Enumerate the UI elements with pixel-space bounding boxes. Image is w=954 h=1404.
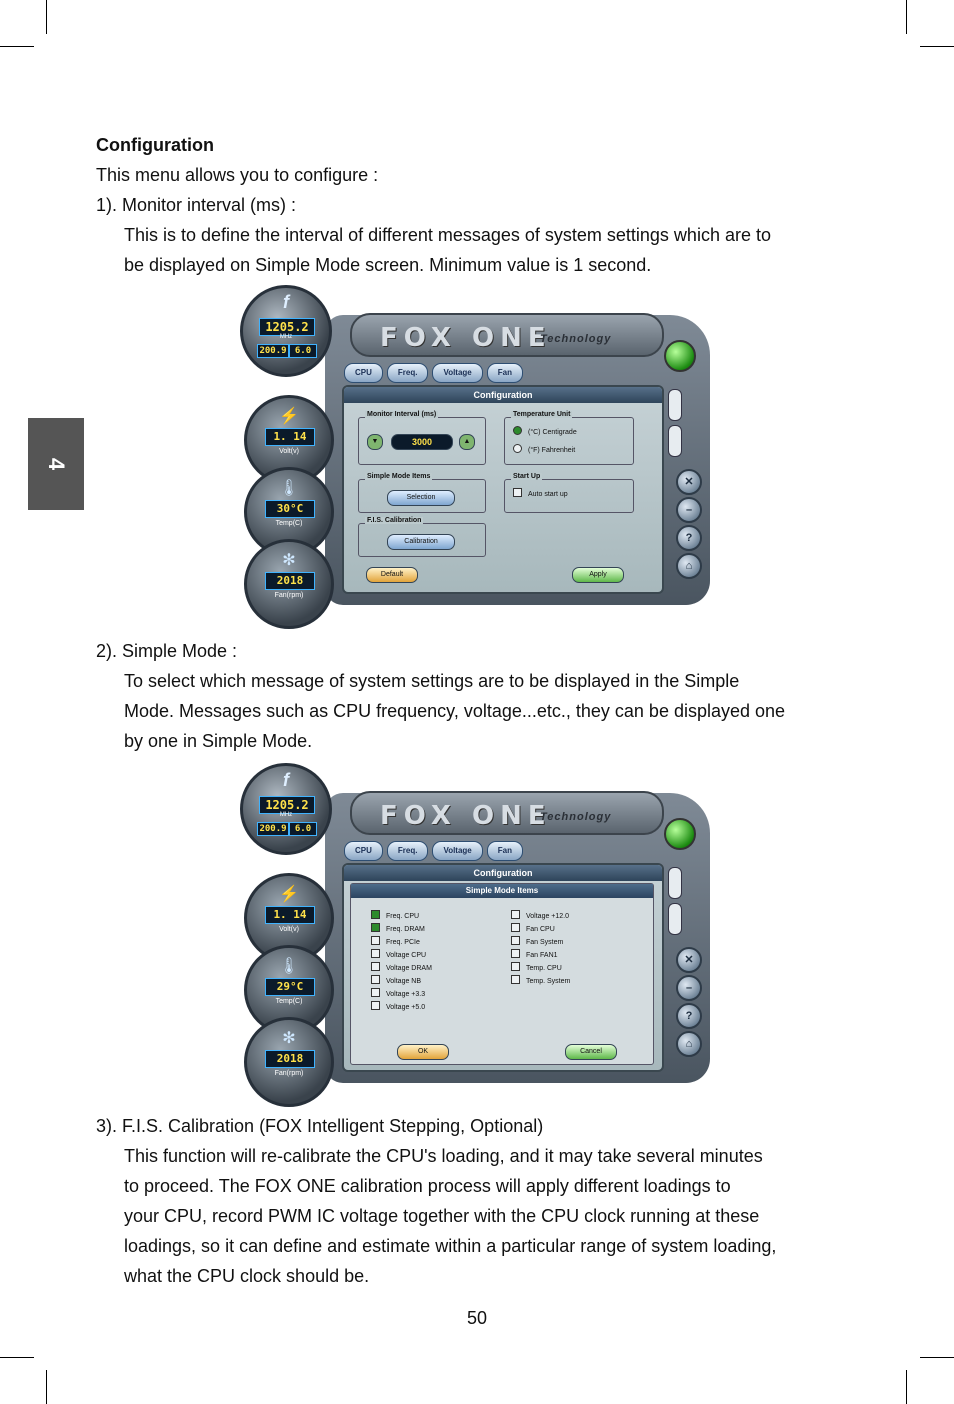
fan-gauge: ✻ 2018 Fan(rpm)	[244, 1017, 334, 1107]
app-tabs	[344, 363, 523, 385]
cancel-button[interactable]: Cancel	[565, 1044, 617, 1060]
lightning-icon: ⚡	[279, 408, 299, 425]
paragraph: by one in Simple Mode.	[124, 731, 313, 751]
paragraph: This is to define the interval of different messages of system settings which are to	[124, 225, 771, 245]
tab-freq[interactable]: Freq.	[387, 363, 429, 383]
checkbox-freq-dram[interactable]: Freq. DRAM	[371, 923, 425, 936]
power-led-button[interactable]	[664, 818, 696, 850]
tab-voltage[interactable]: Voltage	[432, 363, 482, 383]
paragraph: This function will re-calibrate the CPU's loading, and it may take several minutes	[124, 1146, 763, 1166]
checkbox-voltage-dram[interactable]: Voltage DRAM	[371, 962, 432, 975]
volt-gauge: ⚡ 1. 14 Volt(v)	[244, 873, 334, 963]
close-icon[interactable]: ✕	[676, 469, 702, 495]
paragraph: to proceed. The FOX ONE calibration process will apply different loadings to	[124, 1176, 731, 1196]
tab-voltage[interactable]: Voltage	[432, 841, 482, 861]
crop-mark	[906, 0, 907, 34]
checkbox-fan-fan1[interactable]: Fan FAN1	[511, 949, 558, 962]
decrease-button[interactable]: ▼	[367, 434, 383, 450]
checkbox-freq-pcie[interactable]: Freq. PCIe	[371, 936, 420, 949]
checkbox-voltage-cpu[interactable]: Voltage CPU	[371, 949, 426, 962]
fox-logo-icon: f	[283, 292, 289, 312]
crop-mark	[906, 1370, 907, 1404]
apply-button[interactable]: Apply	[572, 567, 624, 583]
simple-mode-panel	[342, 863, 664, 1072]
fan-icon: ✻	[282, 1030, 296, 1047]
checkbox-voltage-5v[interactable]: Voltage +5.0	[371, 1001, 425, 1014]
app-tech-label: Technology	[540, 333, 612, 345]
paragraph: be displayed on Simple Mode screen. Minimum value is 1 second.	[124, 255, 652, 275]
ok-button[interactable]: OK	[397, 1044, 449, 1060]
tab-fan[interactable]: Fan	[487, 363, 523, 383]
crop-mark	[0, 1357, 34, 1358]
section-heading: Configuration	[96, 135, 214, 155]
checkbox-voltage-12v[interactable]: Voltage +12.0	[511, 910, 569, 923]
screenshot-configuration	[240, 285, 720, 625]
paragraph: Mode. Messages such as CPU frequency, voltage...etc., they can be displayed one	[124, 701, 786, 721]
crop-mark	[46, 0, 47, 34]
home-icon[interactable]: ⌂	[676, 1031, 702, 1057]
minimize-icon[interactable]: –	[676, 497, 702, 523]
paragraph: loadings, so it can define and estimate within a particular range of system loading,	[124, 1236, 777, 1256]
calibration-button[interactable]: Calibration	[387, 534, 455, 550]
panel-title: Configuration	[344, 387, 662, 403]
app-tech-label: Technology	[540, 811, 612, 823]
paragraph: 1). Monitor interval (ms) :	[96, 195, 297, 215]
app-tabs	[344, 841, 523, 863]
checkbox-freq-cpu[interactable]: Freq. CPU	[371, 910, 419, 923]
tab-fan[interactable]: Fan	[487, 841, 523, 861]
side-slider[interactable]	[668, 389, 682, 421]
paragraph: This menu allows you to configure :	[96, 165, 379, 185]
paragraph: To select which message of system settings are to be displayed in the Simple	[124, 671, 740, 691]
app-logo: FOX ONE	[380, 323, 552, 353]
startup-group: Start Up Auto start up	[504, 479, 634, 513]
increase-button[interactable]: ▲	[459, 434, 475, 450]
celsius-radio[interactable]: (°C) Centigrade	[513, 426, 577, 439]
temp-gauge: 🌡 29°C Temp(C)	[244, 945, 334, 1035]
thermometer-icon: 🌡	[278, 480, 300, 497]
tab-freq[interactable]: Freq.	[387, 841, 429, 861]
tab-cpu[interactable]: CPU	[344, 363, 383, 383]
monitor-interval-group: Monitor Interval (ms) ▼ 3000 ▲	[358, 417, 486, 465]
lightning-icon: ⚡	[279, 886, 299, 903]
simple-mode-dialog	[350, 883, 654, 1065]
help-icon[interactable]: ?	[676, 525, 702, 551]
fan-gauge: ✻ 2018 Fan(rpm)	[244, 539, 334, 629]
checkbox-temp-system[interactable]: Temp. System	[511, 975, 570, 988]
help-icon[interactable]: ?	[676, 1003, 702, 1029]
skin-slider[interactable]	[668, 425, 682, 457]
panel-title: Configuration	[344, 865, 662, 881]
close-icon[interactable]: ✕	[676, 947, 702, 973]
paragraph: 3). F.I.S. Calibration (FOX Intelligent Stepping, Optional)	[96, 1116, 544, 1136]
default-button[interactable]: Default	[366, 567, 418, 583]
app-logo: FOX ONE	[380, 801, 552, 831]
freq-gauge: f 1205.2 MHz 200.9 6.0	[240, 285, 332, 377]
crop-mark	[46, 1370, 47, 1404]
page-number: 50	[466, 1308, 488, 1328]
screenshot-simple-mode	[240, 763, 720, 1103]
fox-logo-icon: f	[283, 770, 289, 790]
checkbox-voltage-3v3[interactable]: Voltage +3.3	[371, 988, 425, 1001]
fahrenheit-radio[interactable]: (°F) Fahrenheit	[513, 444, 575, 457]
checkbox-fan-system[interactable]: Fan System	[511, 936, 563, 949]
fan-icon: ✻	[282, 552, 296, 569]
fis-calibration-group: F.I.S. Calibration Calibration	[358, 523, 486, 557]
config-panel	[342, 385, 664, 594]
volt-gauge: ⚡ 1. 14 Volt(v)	[244, 395, 334, 485]
checkbox-fan-cpu[interactable]: Fan CPU	[511, 923, 555, 936]
crop-mark	[920, 46, 954, 47]
selection-button[interactable]: Selection	[387, 490, 455, 506]
interval-value[interactable]: 3000	[391, 434, 453, 450]
freq-gauge: f 1205.2 MHz 200.9 6.0	[240, 763, 332, 855]
temperature-unit-group: Temperature Unit (°C) Centigrade (°F) Fahrenheit	[504, 417, 634, 465]
crop-mark	[920, 1357, 954, 1358]
dialog-title: Simple Mode Items	[351, 884, 653, 898]
power-led-button[interactable]	[664, 340, 696, 372]
checkbox-temp-cpu[interactable]: Temp. CPU	[511, 962, 562, 975]
thermometer-icon: 🌡	[278, 958, 300, 975]
tab-cpu[interactable]: CPU	[344, 841, 383, 861]
chapter-tab: 4	[28, 418, 84, 510]
paragraph: your CPU, record PWM IC voltage together with the CPU clock running at these	[124, 1206, 760, 1226]
minimize-icon[interactable]: –	[676, 975, 702, 1001]
side-slider[interactable]	[668, 867, 682, 899]
temp-gauge: 🌡 30°C Temp(C)	[244, 467, 334, 557]
skin-slider[interactable]	[668, 903, 682, 935]
auto-start-checkbox[interactable]: Auto start up	[513, 488, 568, 501]
crop-mark	[0, 46, 34, 47]
checkbox-voltage-nb[interactable]: Voltage NB	[371, 975, 421, 988]
paragraph: 2). Simple Mode :	[96, 641, 238, 661]
home-icon[interactable]: ⌂	[676, 553, 702, 579]
paragraph: what the CPU clock should be.	[124, 1266, 370, 1286]
simple-mode-group: Simple Mode Items Selection	[358, 479, 486, 513]
